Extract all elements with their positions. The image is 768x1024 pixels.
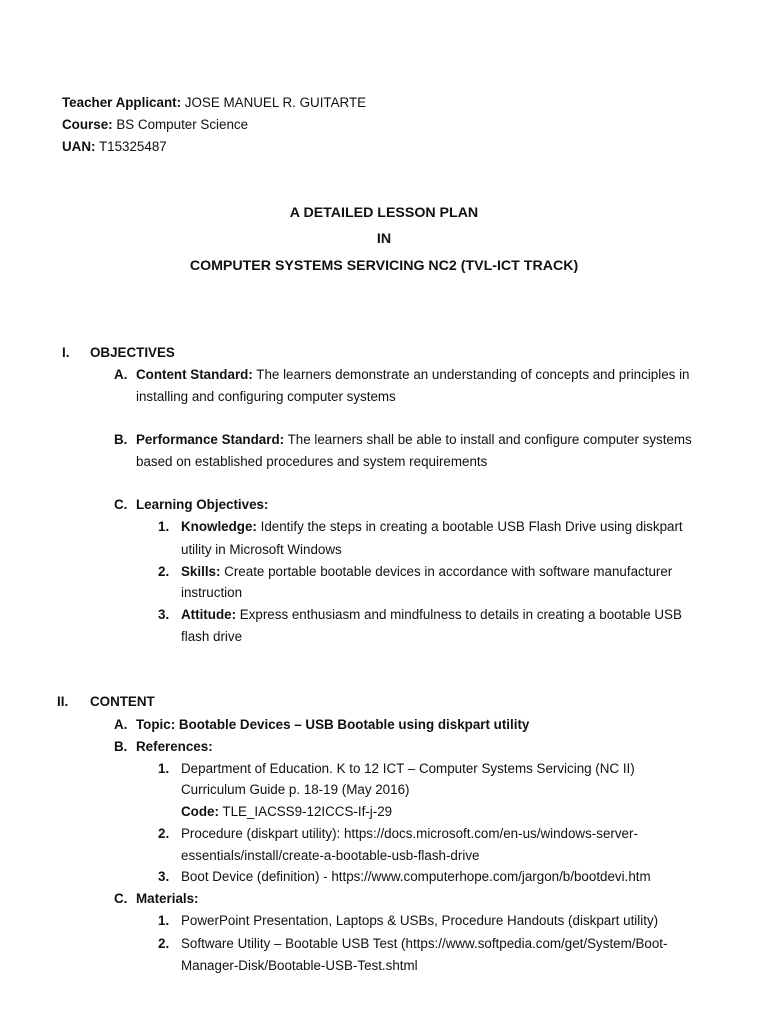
lo-skills-label: Skills:	[181, 564, 221, 579]
content-standard-line	[136, 366, 690, 384]
ref-1-line-2: Curriculum Guide p. 18-19 (May 2016)	[181, 782, 410, 797]
performance-standard-line	[136, 431, 692, 449]
learning-objectives-label: Learning Objectives:	[136, 497, 269, 512]
content-standard-label: Content Standard:	[136, 367, 253, 382]
references-label: References:	[136, 739, 213, 754]
ref-2-line-2: essentials/install/create-a-bootable-usb-flash-drive	[181, 848, 480, 863]
course-value: BS Computer Science	[112, 117, 249, 132]
lo-knowledge-line	[181, 518, 683, 536]
lo-attitude-label: Attitude:	[181, 607, 237, 622]
applicant-value: JOSE MANUEL R. GUITARTE	[181, 95, 367, 110]
obj-c-number: C.	[114, 497, 128, 512]
obj-a-number: A.	[114, 367, 128, 382]
applicant-label: Teacher Applicant:	[62, 95, 182, 110]
section-2-number: II.	[57, 694, 69, 709]
uan-label: UAN:	[62, 139, 96, 154]
content-c-number: C.	[114, 891, 128, 906]
lo-skills-text: Create portable bootable devices in accordance with software manufacturer	[220, 564, 673, 579]
title-line-2: IN	[376, 231, 392, 247]
material-2-line-1: Software Utility – Bootable USB Test (https://www.softpedia.com/get/System/Boot-	[181, 936, 668, 951]
materials-label: Materials:	[136, 891, 199, 906]
content-a-number: A.	[114, 717, 128, 732]
performance-standard-text: The learners shall be able to install and configure computer systems	[284, 432, 692, 447]
material-2-number: 2.	[158, 936, 170, 951]
ref-1-code-line	[181, 803, 392, 821]
title-line-1: A DETAILED LESSON PLAN	[289, 205, 479, 221]
applicant-line	[62, 94, 366, 112]
title-line-3: COMPUTER SYSTEMS SERVICING NC2 (TVL-ICT TRACK)	[189, 258, 579, 274]
topic-label: Topic:	[136, 717, 179, 732]
ref-3-line-1: Boot Device (definition) - https://www.computerhope.com/jargon/b/bootdevi.htm	[181, 869, 651, 884]
course-line	[62, 116, 248, 134]
content-standard-text-2: installing and configuring computer systems	[136, 389, 396, 404]
content-b-number: B.	[114, 739, 128, 754]
lo-attitude-text-2: flash drive	[181, 629, 243, 644]
material-1-line-1: PowerPoint Presentation, Laptops & USBs, Procedure Handouts (diskpart utility)	[181, 913, 659, 928]
ref-1-number: 1.	[158, 761, 170, 776]
topic-value: Bootable Devices – USB Bootable using diskpart utility	[178, 717, 530, 732]
lo-knowledge-text-2: utility in Microsoft Windows	[181, 542, 342, 557]
section-2-heading: CONTENT	[90, 694, 155, 709]
lo-1-number: 1.	[158, 519, 170, 534]
content-standard-text: The learners demonstrate an understanding of concepts and principles in	[252, 367, 690, 382]
obj-b-number: B.	[114, 432, 128, 447]
section-1-number: I.	[62, 345, 70, 360]
lo-2-number: 2.	[158, 564, 170, 579]
lo-attitude-text: Express enthusiasm and mindfulness to details in creating a bootable USB	[236, 607, 682, 622]
uan-line	[62, 138, 167, 156]
lo-3-number: 3.	[158, 607, 170, 622]
section-1-heading: OBJECTIVES	[90, 345, 175, 360]
ref-2-number: 2.	[158, 826, 170, 841]
ref-1-code-label: Code:	[181, 804, 219, 819]
material-1-number: 1.	[158, 913, 170, 928]
topic-line	[136, 716, 529, 734]
lo-attitude-line	[181, 606, 682, 624]
lo-skills-line	[181, 563, 672, 581]
ref-1-line-1: Department of Education. K to 12 ICT – Computer Systems Servicing (NC II)	[181, 761, 635, 776]
uan-value: T15325487	[95, 139, 167, 154]
performance-standard-text-2: based on established procedures and system requirements	[136, 454, 488, 469]
lo-skills-text-2: instruction	[181, 585, 243, 600]
ref-3-number: 3.	[158, 869, 170, 884]
course-label: Course:	[62, 117, 113, 132]
lo-knowledge-text: Identify the steps in creating a bootable USB Flash Drive using diskpart	[256, 519, 683, 534]
material-2-line-2: Manager-Disk/Bootable-USB-Test.shtml	[181, 958, 418, 973]
performance-standard-label: Performance Standard:	[136, 432, 285, 447]
ref-2-line-1: Procedure (diskpart utility): https://docs.microsoft.com/en-us/windows-server-	[181, 826, 638, 841]
ref-1-code-value: TLE_IACSS9-12ICCS-If-j-29	[218, 804, 393, 819]
lo-knowledge-label: Knowledge:	[181, 519, 257, 534]
